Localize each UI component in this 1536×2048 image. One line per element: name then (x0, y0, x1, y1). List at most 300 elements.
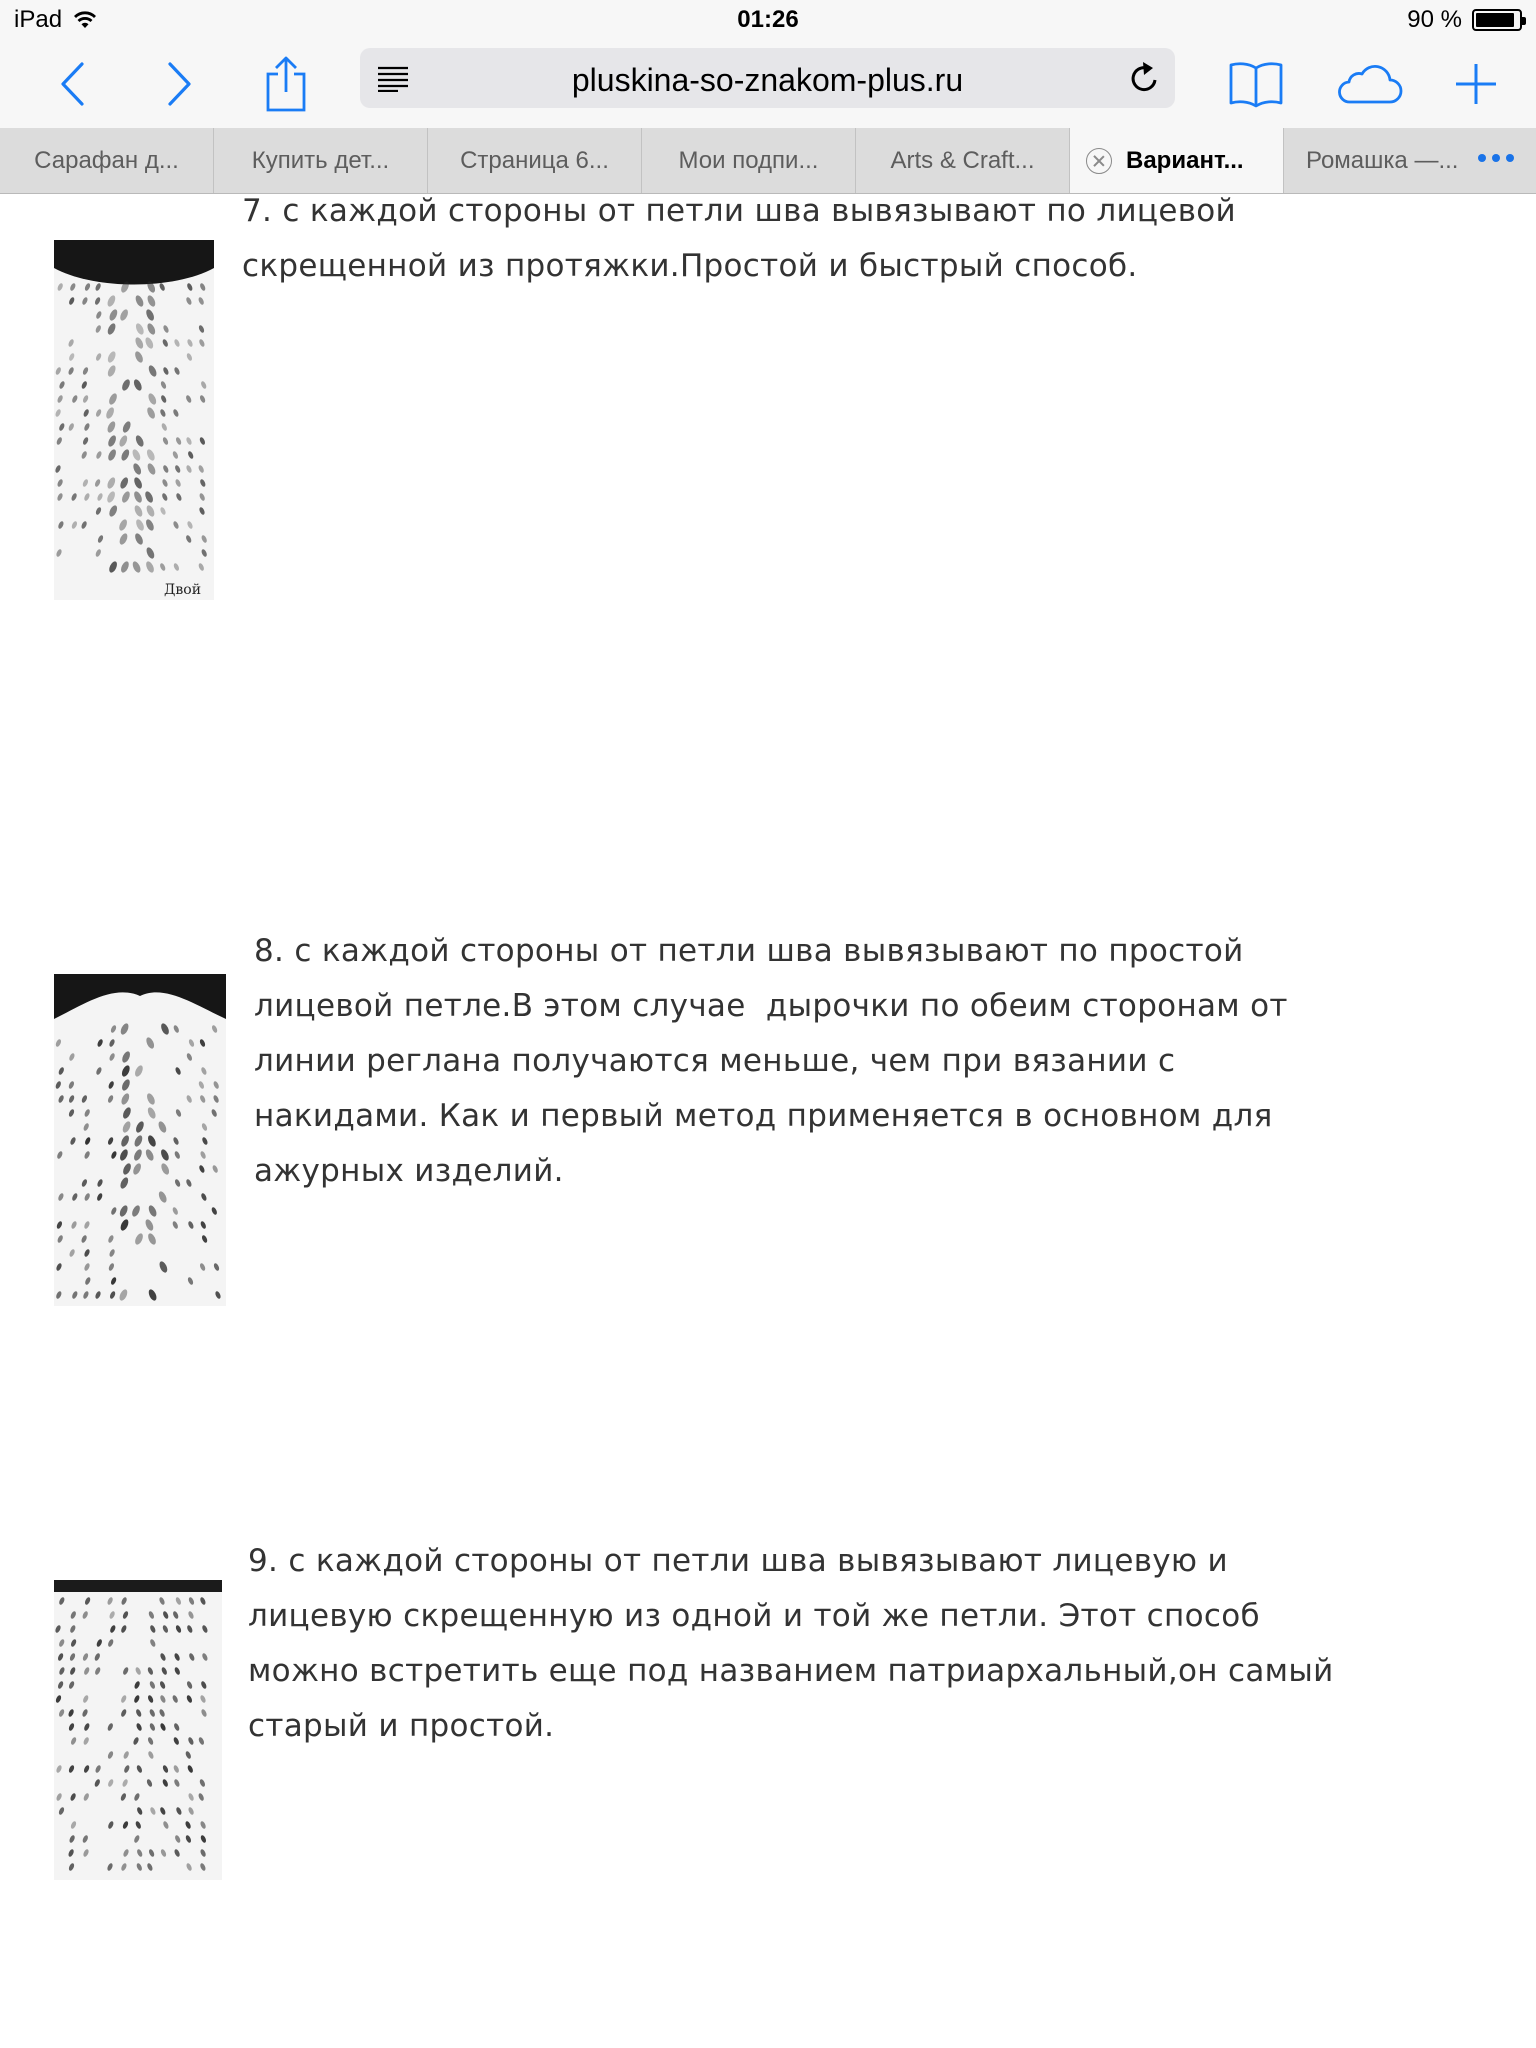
knit-stitch (214, 1290, 221, 1299)
knit-stitch (136, 1848, 143, 1857)
knit-stitch (58, 380, 65, 389)
text-line: ажурных изделий. (254, 1153, 564, 1189)
knit-stitch (147, 1288, 158, 1302)
knit-stitch (158, 1596, 165, 1605)
knit-stitch (148, 1610, 155, 1619)
knit-stitch (199, 394, 206, 403)
knit-stitch (147, 1232, 158, 1246)
knit-stitch (175, 1806, 182, 1815)
knit-stitch (132, 1162, 143, 1176)
knit-stitch (123, 1764, 130, 1773)
knit-stitch (200, 1066, 207, 1075)
knit-stitch (68, 296, 75, 305)
knit-stitch (175, 492, 182, 501)
page-content (0, 194, 1536, 2048)
knit-stitch (54, 1624, 61, 1633)
knit-stitch (134, 1232, 145, 1246)
knit-stitch (96, 1638, 103, 1647)
knit-stitch (162, 1778, 169, 1787)
knit-stitch (95, 450, 102, 459)
knit-stitch (81, 296, 88, 305)
knit-stitch (121, 1050, 132, 1064)
knit-stitch (147, 364, 158, 378)
knit-stitch (106, 364, 117, 378)
bookmarks-button[interactable] (1226, 40, 1286, 128)
knit-stitch (199, 1038, 206, 1047)
knit-stitch (84, 1192, 91, 1201)
knit-stitch (186, 1052, 193, 1061)
knit-stitch (81, 1094, 88, 1103)
knit-stitch (199, 1094, 206, 1103)
knit-stitch (110, 1206, 117, 1215)
knit-stitch (188, 1652, 195, 1661)
knit-stitch (68, 1248, 75, 1257)
knit-stitch (198, 296, 205, 305)
knit-stitch (144, 518, 155, 532)
knit-stitch (185, 1178, 192, 1187)
knit-stitch (70, 1638, 77, 1647)
knit-stitch (94, 478, 101, 487)
knit-stitch (132, 1736, 139, 1745)
knit-stitch (198, 506, 205, 515)
knit-stitch (144, 490, 155, 504)
knit-stitch (174, 1066, 181, 1075)
knit-stitch (71, 394, 78, 403)
knit-stitch (172, 1610, 179, 1619)
knit-stitch (133, 1834, 140, 1843)
item-text-9 (248, 1534, 1488, 1754)
knit-stitch (201, 548, 208, 557)
more-tabs-icon[interactable] (1478, 154, 1514, 162)
knit-stitch (120, 1862, 127, 1871)
knit-stitch (161, 492, 168, 501)
knit-stitch (160, 1022, 171, 1036)
knit-stitch (109, 1624, 116, 1633)
knit-stitch (84, 1108, 91, 1117)
tab-label: Вариант... (1126, 146, 1244, 174)
knit-stitch (132, 462, 143, 476)
knit-stitch (145, 546, 156, 560)
knit-stitch (56, 1150, 63, 1159)
knit-stitch (187, 1736, 194, 1745)
knit-stitch (84, 1136, 91, 1145)
knit-stitch (136, 1862, 143, 1871)
knit-stitch (198, 338, 205, 347)
knit-stitch (159, 1694, 166, 1703)
knit-stitch (198, 324, 205, 333)
knit-stitch (146, 1106, 157, 1120)
knit-stitch (71, 1192, 78, 1201)
knit-stitch (56, 436, 63, 445)
image-caption: Двой (164, 582, 202, 598)
knit-stitch (57, 1192, 64, 1201)
knit-stitch (68, 1862, 75, 1871)
knit-stitch (82, 1290, 89, 1299)
knit-stitch (175, 1624, 182, 1633)
knit-stitch (172, 1694, 179, 1703)
forward-button[interactable] (152, 40, 208, 128)
knit-stitch (158, 1260, 169, 1274)
knit-stitch (131, 560, 142, 574)
knit-stitch (159, 282, 166, 291)
knit-stitch (83, 1764, 90, 1773)
knit-stitch (69, 1136, 76, 1145)
knit-stitch (134, 336, 145, 350)
knit-stitch (69, 1624, 76, 1633)
knit-stitch (188, 1038, 195, 1047)
knit-stitch (132, 1148, 143, 1162)
knit-stitch (133, 1064, 144, 1078)
knit-stitch (121, 1120, 132, 1134)
knit-stitch (201, 1624, 208, 1633)
knit-stitch (147, 1750, 154, 1759)
knit-stitch (200, 1834, 207, 1843)
knit-stitch (200, 380, 207, 389)
knit-stitch (187, 450, 194, 459)
knit-stitch (186, 1694, 193, 1703)
knit-stitch (161, 422, 168, 431)
knit-stitch (95, 548, 102, 557)
tab-label: Сарафан д... (34, 146, 179, 174)
knit-stitch (161, 1666, 168, 1675)
knit-stitch (199, 1150, 206, 1159)
knit-stitch (200, 1708, 207, 1717)
knit-stitch (172, 1136, 179, 1145)
knit-stitch (70, 1736, 77, 1745)
knit-stitch (213, 1080, 220, 1089)
knit-stitch (175, 436, 182, 445)
knit-stitch (83, 1150, 90, 1159)
battery-icon (1472, 9, 1522, 31)
knit-stitch (198, 1736, 205, 1745)
knit-stitch (135, 1722, 142, 1731)
knit-stitch (146, 294, 157, 308)
knit-stitch (200, 1192, 207, 1201)
knit-stitch (159, 506, 166, 515)
knit-stitch (57, 1680, 64, 1689)
knit-stitch (55, 1792, 62, 1801)
knit-stitch (159, 1680, 166, 1689)
knit-stitch (69, 282, 76, 291)
knit-stitch (106, 420, 117, 434)
knit-stitch (162, 1610, 169, 1619)
knit-stitch (201, 1652, 208, 1661)
text-line: скрещенной из протяжки.Простой и быстрый способ. (242, 248, 1138, 284)
knit-stitch (83, 1262, 90, 1271)
knit-stitch (162, 338, 169, 347)
knit-stitch (173, 1024, 180, 1033)
knit-stitch (67, 366, 74, 375)
knit-stitch (121, 1106, 132, 1120)
knit-stitch (199, 1820, 206, 1829)
knit-stitch (119, 476, 130, 490)
knit-stitch (120, 1092, 131, 1106)
knit-stitch (145, 504, 156, 518)
knit-stitch (82, 1652, 89, 1661)
knit-stitch (159, 408, 166, 417)
reload-icon[interactable] (1127, 60, 1161, 96)
knit-stitch (185, 464, 192, 473)
bookmarks-icon (1228, 60, 1284, 108)
knit-stitch (134, 322, 145, 336)
knit-stitch (96, 1038, 103, 1047)
knit-stitch (147, 1736, 154, 1745)
knit-stitch (69, 1792, 76, 1801)
item-text-8 (254, 924, 1494, 1199)
knit-stitch (133, 1694, 140, 1703)
knit-stitch (94, 282, 101, 291)
knit-stitch (135, 1666, 142, 1675)
status-bar (0, 0, 1536, 40)
knit-stitch (107, 1750, 114, 1759)
knit-stitch (187, 1806, 194, 1815)
knit-stitch (175, 1108, 182, 1117)
knit-stitch (107, 448, 118, 462)
knit-stitch (94, 1290, 101, 1299)
knit-stitch (83, 1736, 90, 1745)
knit-stitch (149, 1680, 156, 1689)
text-line: накидами. Как и первый метод применяется в основном для (254, 1098, 1273, 1134)
close-tab-icon[interactable] (1086, 148, 1112, 174)
knit-stitch (187, 1764, 194, 1773)
knit-stitch (157, 1190, 168, 1204)
knit-stitch (120, 1134, 131, 1148)
text-line: линии реглана получаются меньше, чем при вязании с (254, 1043, 1176, 1079)
knit-stitch (188, 1596, 195, 1605)
new-tab-button[interactable] (1448, 40, 1504, 128)
knit-stitch (108, 560, 119, 574)
knit-stitch (82, 394, 89, 403)
knit-stitch (147, 1204, 158, 1218)
knit-stitch (84, 1596, 91, 1605)
knit-stitch (108, 1262, 115, 1271)
knit-stitch (145, 448, 156, 462)
knit-stitch (123, 1750, 130, 1759)
address-bar[interactable] (360, 48, 1175, 108)
knit-stitch (199, 1848, 206, 1857)
knit-stitch (162, 464, 169, 473)
knit-stitch (56, 394, 63, 403)
knit-stitch (68, 352, 75, 361)
knit-stitch (199, 1694, 206, 1703)
new-tab-icon (1454, 62, 1498, 106)
knit-stitch (160, 1162, 171, 1176)
knit-stitch (106, 294, 117, 308)
knit-stitch (146, 462, 157, 476)
knit-stitch (173, 1764, 180, 1773)
knit-stitch (68, 1094, 75, 1103)
knit-stitch (121, 420, 132, 434)
knit-stitch (107, 434, 118, 448)
knit-stitch (120, 1708, 127, 1717)
tab-label: Страница 6... (460, 146, 609, 174)
knit-stitch (106, 1862, 113, 1871)
knit-stitch (97, 534, 104, 543)
knit-stitch (199, 478, 206, 487)
knit-stitch (108, 1038, 115, 1047)
knit-stitch (160, 1848, 167, 1857)
knit-stitch (57, 282, 64, 291)
knit-stitch (95, 324, 102, 333)
knit-stitch (185, 436, 192, 445)
knit-stitch (83, 1792, 90, 1801)
knit-stitch (80, 1234, 87, 1243)
knit-stitch (172, 1206, 179, 1215)
knit-stitch (108, 1052, 115, 1061)
knit-stitch (120, 1078, 131, 1092)
knit-stitch (211, 1024, 218, 1033)
knit-stitch (146, 1778, 153, 1787)
tab-label: Мои подпи... (678, 146, 819, 174)
knit-stitch (200, 1220, 207, 1229)
knit-stitch (145, 308, 156, 322)
knit-stitch (162, 366, 169, 375)
forward-icon (166, 61, 194, 107)
knitting-pattern-8 (54, 974, 226, 1306)
knit-stitch (201, 1234, 208, 1243)
knit-stitch (70, 1610, 77, 1619)
knit-stitch (108, 1248, 115, 1257)
knit-stitch (94, 1778, 101, 1787)
knit-stitch (55, 1262, 62, 1271)
knit-stitch (96, 1178, 103, 1187)
knit-stitch (69, 1666, 76, 1675)
knit-stitch (83, 1248, 90, 1257)
knit-stitch (201, 1122, 208, 1131)
knit-stitch (162, 436, 169, 445)
knit-stitch (109, 1290, 116, 1299)
knit-stitch (161, 478, 168, 487)
knit-stitch (107, 1638, 114, 1647)
knit-stitch (82, 1848, 89, 1857)
knit-stitch (96, 492, 103, 501)
knit-stitch (144, 336, 155, 350)
knit-stitch (212, 1164, 219, 1173)
knit-stitch (159, 562, 166, 571)
knit-stitch (54, 408, 61, 417)
knit-stitch (106, 476, 117, 490)
knit-stitch (134, 434, 145, 448)
knit-stitch (199, 1596, 206, 1605)
knit-stitch (174, 1834, 181, 1843)
url-text: pluskina-so-znakom-plus.ru (571, 62, 964, 98)
knit-stitch (68, 422, 75, 431)
knit-stitch (55, 1290, 62, 1299)
knit-stitch (187, 1276, 194, 1285)
knit-stitch (186, 1624, 193, 1633)
knit-stitch (145, 1036, 156, 1050)
knit-stitch (110, 1024, 117, 1033)
knit-stitch (108, 392, 119, 406)
knit-stitch (122, 1666, 129, 1675)
knit-stitch (81, 450, 88, 459)
device-name: iPad (14, 6, 63, 33)
knit-stitch (67, 1708, 74, 1717)
knit-stitch (185, 534, 192, 543)
knitting-sample-image-7 (54, 240, 214, 600)
knit-stitch (200, 1680, 207, 1689)
knit-stitch (96, 1192, 103, 1201)
knit-stitch (107, 1722, 114, 1731)
knit-stitch (58, 1596, 65, 1605)
knit-stitch (118, 532, 129, 546)
knit-stitch (107, 1136, 114, 1145)
knit-stitch (81, 1708, 88, 1717)
knit-stitch (107, 1094, 114, 1103)
knit-stitch (147, 1666, 154, 1675)
clock: 01:26 (737, 6, 799, 33)
knit-stitch (159, 1148, 170, 1162)
knit-stitch (110, 1276, 117, 1285)
knit-stitch (119, 560, 130, 574)
knit-stitch (69, 1652, 76, 1661)
back-button[interactable] (44, 40, 100, 128)
knit-stitch (199, 1262, 206, 1271)
knit-stitch (122, 1162, 133, 1176)
tab-label: Arts & Craft... (890, 146, 1035, 174)
knit-stitch (174, 1150, 181, 1159)
knit-stitch (148, 1848, 155, 1857)
tab-item[interactable] (0, 128, 214, 193)
knit-stitch (83, 1722, 90, 1731)
knit-stitch (68, 1080, 75, 1089)
knit-stitch (132, 378, 143, 392)
knit-stitch (121, 1778, 128, 1787)
knit-stitch (131, 448, 142, 462)
knit-stitch (82, 1610, 89, 1619)
knit-stitch (110, 1150, 117, 1159)
knit-stitch (162, 1624, 169, 1633)
text-line: 7. с каждой стороны от петли шва вывязывают по лицевой (242, 193, 1236, 229)
knit-stitch (68, 1722, 75, 1731)
knit-stitch (119, 1176, 130, 1190)
knit-stitch (174, 1178, 181, 1187)
knit-stitch (119, 1022, 130, 1036)
knit-stitch (81, 1178, 88, 1187)
knit-stitch (95, 310, 102, 319)
knit-stitch (68, 1834, 75, 1843)
knit-stitch (159, 1652, 166, 1661)
knit-stitch (83, 422, 90, 431)
text-line: лицевой петле.В этом случае дырочки по обеим сторонам от (254, 988, 1288, 1024)
icloud-tabs-button[interactable] (1334, 40, 1404, 128)
knit-stitch (122, 1848, 129, 1857)
knit-stitch (145, 1092, 156, 1106)
knit-stitch (149, 1806, 156, 1815)
knit-stitch (199, 436, 206, 445)
knit-stitch (134, 1120, 145, 1134)
knit-stitch (213, 1262, 220, 1271)
knit-stitch (94, 296, 101, 305)
share-button[interactable] (258, 40, 314, 128)
text-line: старый и простой. (248, 1708, 555, 1744)
knit-stitch (83, 1122, 90, 1131)
knit-stitch (84, 1276, 91, 1285)
knit-stitch (120, 1624, 127, 1633)
knit-stitch (160, 394, 167, 403)
knit-stitch (68, 1764, 75, 1773)
knit-stitch (162, 1820, 169, 1829)
text-line: 8. с каждой стороны от петли шва вывязывают по простой (254, 933, 1244, 969)
knit-stitch (146, 322, 157, 336)
knit-stitch (134, 350, 145, 364)
knit-stitch (211, 1108, 218, 1117)
knit-stitch (146, 1134, 157, 1148)
knit-stitch (201, 1136, 208, 1145)
knit-stitch (106, 490, 117, 504)
knit-stitch (56, 1220, 63, 1229)
knit-stitch (147, 1694, 154, 1703)
